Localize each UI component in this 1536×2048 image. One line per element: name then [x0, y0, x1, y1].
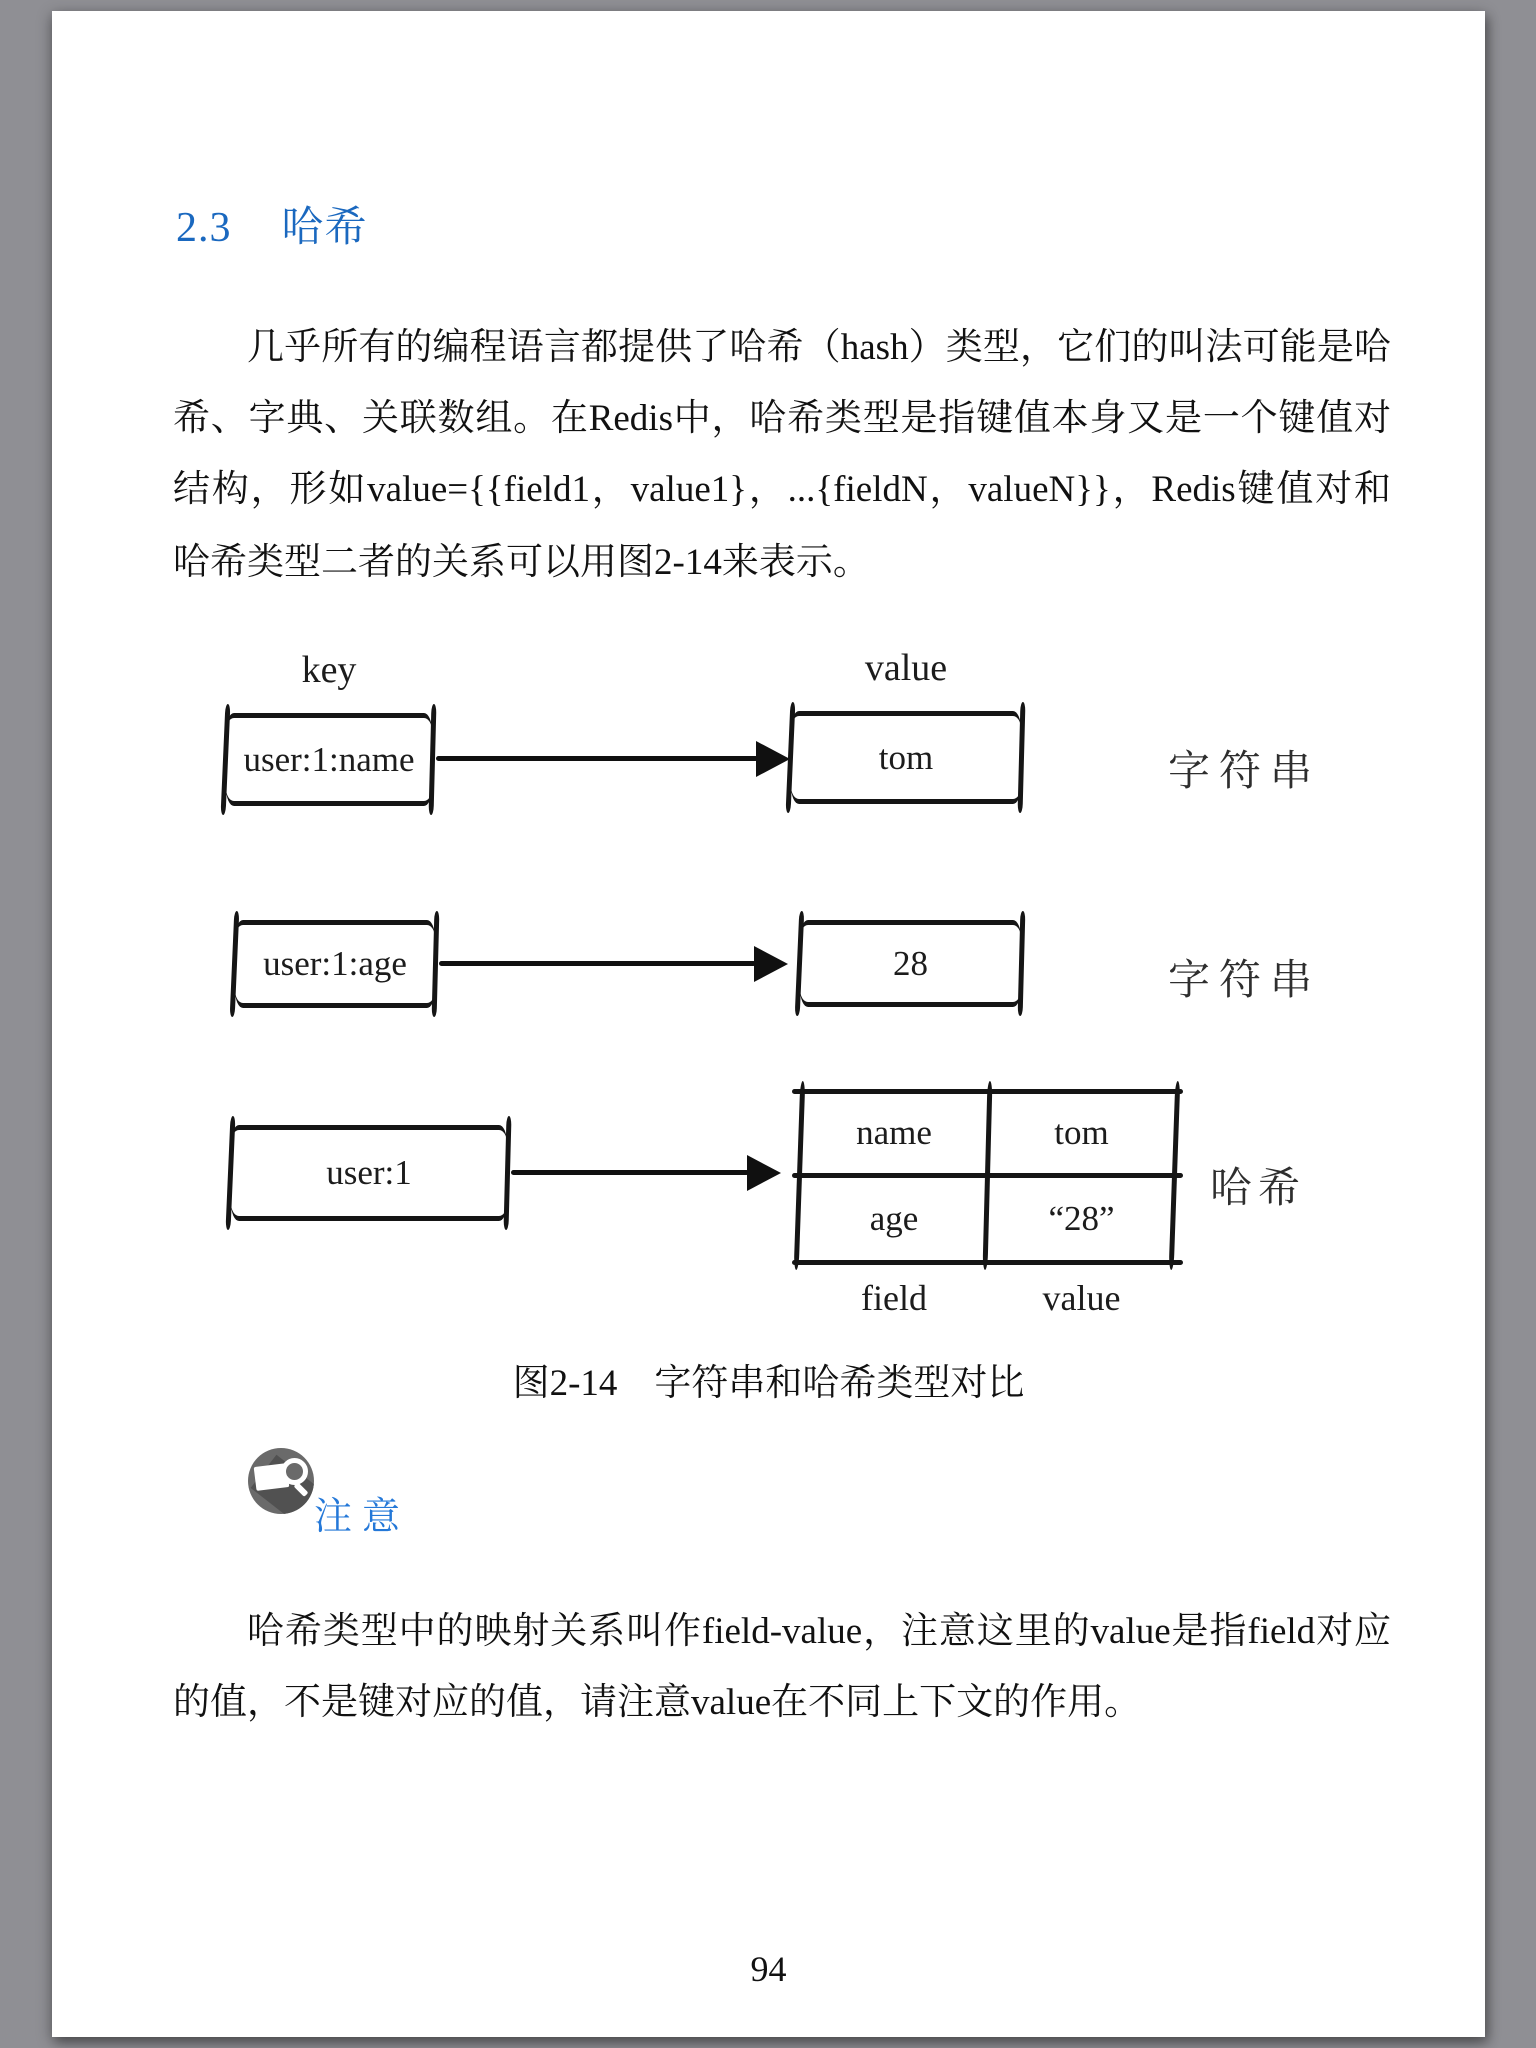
type-label-string-row2: 字符串: [1168, 958, 1322, 1004]
value-box-28: [800, 920, 1021, 1007]
paragraph1-line2: 希、字典、关联数组。在Redis中，哈希类型是指键值本身又是一个键值对: [173, 398, 1391, 439]
magnifier-icon: [281, 1458, 308, 1485]
arrow-head-icon-row2: [754, 946, 788, 982]
paragraph2-line2: 的值，不是键对应的值，请注意value在不同上下文的作用。: [173, 1682, 1142, 1723]
note-label: 注意: [314, 1496, 411, 1538]
value-box-tom-text: tom: [878, 737, 934, 777]
type-label-string-row1: 字符串: [1168, 749, 1322, 795]
key-box-user-1-age: [235, 920, 435, 1008]
paragraph1-line3: 结构，形如value={{field1，value1}，...{fieldN，valueN}}，Redis键值对和: [173, 469, 1391, 510]
arrow-line-row3: [511, 1170, 749, 1175]
paragraph1-line4: 哈希类型二者的关系可以用图2-14来表示。: [173, 542, 870, 583]
arrow-line-row2: [439, 961, 756, 966]
value-column-label: value: [1042, 1278, 1121, 1318]
book-page: [52, 11, 1485, 2037]
page-number: 94: [750, 1949, 787, 1989]
hash-cell-field-age: age: [869, 1198, 919, 1238]
section-number: 2.3: [176, 205, 232, 251]
hash-cell-field-name: name: [856, 1113, 932, 1152]
section-title-text: 哈希: [281, 205, 368, 251]
hash-cell-value-28: “28”: [1048, 1198, 1115, 1238]
paragraph1-line1: 几乎所有的编程语言都提供了哈希（hash）类型，它们的叫法可能是哈: [247, 327, 1391, 368]
key-box-user-1-age-text: user:1:age: [263, 944, 407, 983]
arrow-head-icon-row1: [756, 741, 790, 777]
key-box-user-1: [231, 1125, 507, 1221]
value-box-28-text: 28: [893, 943, 928, 983]
hash-cell-value-tom: tom: [1054, 1113, 1109, 1152]
type-label-hash: 哈希: [1210, 1166, 1307, 1212]
note-icon: [248, 1448, 314, 1514]
paragraph2-line1: 哈希类型中的映射关系叫作field-value，注意这里的value是指field对应: [247, 1611, 1391, 1652]
field-column-label: field: [861, 1278, 927, 1318]
arrow-head-icon-row3: [747, 1155, 781, 1191]
figure-caption: 图2-14 字符串和哈希类型对比: [512, 1363, 1025, 1404]
section-heading: [176, 194, 368, 254]
arrow-line-row1: [436, 756, 758, 761]
key-box-user-1-name: [226, 713, 432, 806]
key-box-user-1-text: user:1: [326, 1153, 412, 1192]
key-box-user-1-name-text: user:1:name: [243, 739, 415, 779]
diagram-key-header: key: [301, 649, 357, 691]
diagram-value-header: value: [864, 647, 948, 689]
value-box-tom: [791, 711, 1021, 804]
